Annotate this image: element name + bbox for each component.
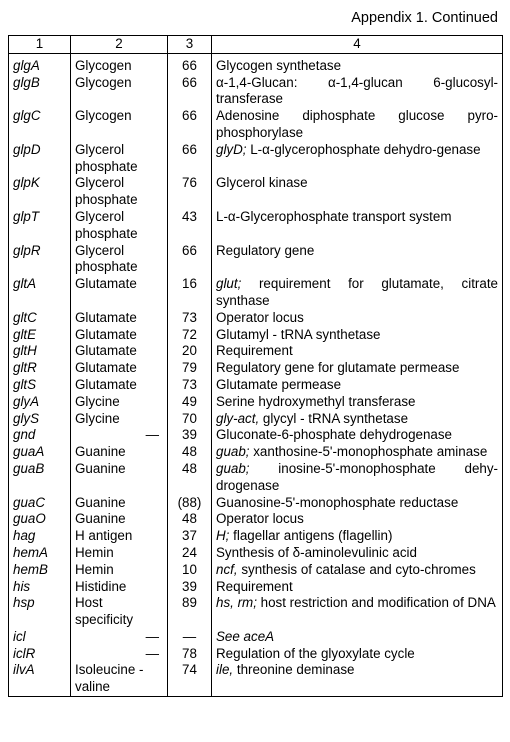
alternate-symbol: glyD; <box>216 141 247 157</box>
gene-symbol: glpT <box>9 209 71 243</box>
gene-table <box>8 35 503 697</box>
gene-source: Glycine <box>71 411 168 428</box>
gene-source: Histidine <box>71 579 168 596</box>
gene-source: Glycerol phosphate <box>71 175 168 209</box>
table-row <box>9 461 503 495</box>
gene-symbol: ilvA <box>9 662 71 696</box>
gene-description <box>212 108 503 142</box>
alternate-symbol: guab; <box>216 444 250 460</box>
table-body <box>9 53 503 696</box>
table-row <box>9 142 503 176</box>
table-row <box>9 646 503 663</box>
description-text: synthesis of catalase and cyto-chromes <box>237 561 476 577</box>
gene-source: Hemin <box>71 562 168 579</box>
table-row <box>9 562 503 579</box>
map-position: 70 <box>168 411 212 428</box>
map-position: 79 <box>168 360 212 377</box>
table-row <box>9 662 503 696</box>
gene-description <box>212 511 503 528</box>
gene-source: Glycine <box>71 394 168 411</box>
gene-description <box>212 662 503 696</box>
table-row <box>9 444 503 461</box>
map-position: 89 <box>168 595 212 629</box>
description-text: requirement for glutamate, citrate synthase <box>216 276 498 308</box>
gene-description <box>212 343 503 360</box>
gene-symbol: hag <box>9 528 71 545</box>
table-row <box>9 343 503 360</box>
description-text: Guanosine-5'-monophosphate reductase <box>216 494 459 510</box>
table-row <box>9 175 503 209</box>
alternate-symbol: ile, <box>216 662 234 678</box>
gene-source: Glycogen <box>71 75 168 109</box>
alternate-symbol: ncf, <box>216 561 238 577</box>
alternate-symbol: glut; <box>216 276 242 292</box>
description-text: Operator locus <box>216 309 304 325</box>
table-row <box>9 495 503 512</box>
alternate-symbol: guab; <box>216 460 250 476</box>
table-row <box>9 209 503 243</box>
gene-source: Hemin <box>71 545 168 562</box>
table-row <box>9 360 503 377</box>
gene-symbol: glgC <box>9 108 71 142</box>
column-header-1: 1 <box>9 36 71 54</box>
gene-source: Glutamate <box>71 377 168 394</box>
description-text: host restriction and modification of DNA <box>256 595 496 611</box>
gene-description <box>212 209 503 243</box>
gene-source: Glutamate <box>71 343 168 360</box>
gene-symbol: glpD <box>9 142 71 176</box>
gene-description <box>212 53 503 74</box>
description-text: Regulatory gene <box>216 242 315 258</box>
map-position: — <box>168 629 212 646</box>
description-text: flagellar antigens (flagellin) <box>229 528 393 544</box>
description-text: Gluconate-6-phosphate dehydrogenase <box>216 427 452 443</box>
gene-source: Glycerol phosphate <box>71 142 168 176</box>
table-row <box>9 595 503 629</box>
description-text: Glutamate permease <box>216 376 342 392</box>
table-row <box>9 108 503 142</box>
gene-description <box>212 360 503 377</box>
gene-symbol: hsp <box>9 595 71 629</box>
map-position: 76 <box>168 175 212 209</box>
description-text: Glutamyl - tRNA synthetase <box>216 326 381 342</box>
table-row <box>9 53 503 74</box>
map-position: 66 <box>168 243 212 277</box>
gene-source: Guanine <box>71 511 168 528</box>
description-text: Requirement <box>216 343 293 359</box>
table-row <box>9 629 503 646</box>
description-text: glycyl - tRNA synthetase <box>259 410 409 426</box>
table-row <box>9 327 503 344</box>
gene-symbol: gltR <box>9 360 71 377</box>
gene-source: Isoleucine - valine <box>71 662 168 696</box>
gene-description <box>212 411 503 428</box>
table-row <box>9 394 503 411</box>
gene-source: Glutamate <box>71 310 168 327</box>
map-position: 66 <box>168 108 212 142</box>
gene-source: H antigen <box>71 528 168 545</box>
gene-symbol: gltS <box>9 377 71 394</box>
gene-description <box>212 377 503 394</box>
gene-description <box>212 579 503 596</box>
gene-symbol: glgB <box>9 75 71 109</box>
gene-source: Glutamate <box>71 327 168 344</box>
gene-symbol: gltE <box>9 327 71 344</box>
description-text: threonine deminase <box>233 662 355 678</box>
description-text: Operator locus <box>216 511 304 527</box>
gene-symbol: gltA <box>9 276 71 310</box>
table-row <box>9 545 503 562</box>
page-caption: Appendix 1. Continued <box>351 10 498 26</box>
alternate-symbol: hs, rm; <box>216 595 257 611</box>
map-position: 66 <box>168 75 212 109</box>
description-text: inosine-5'-monophosphate dehy-drogenase <box>216 460 498 493</box>
gene-symbol: guaO <box>9 511 71 528</box>
map-position: 10 <box>168 562 212 579</box>
map-position: 48 <box>168 511 212 528</box>
description-text: α-1,4-Glucan: α-1,4-glucan 6-glucosyl-transferase <box>216 74 498 107</box>
table-row <box>9 579 503 596</box>
description-text: Serine hydroxymethyl transferase <box>216 393 416 409</box>
map-position: 73 <box>168 377 212 394</box>
gene-symbol: guaA <box>9 444 71 461</box>
gene-source: Guanine <box>71 461 168 495</box>
gene-source: Glutamate <box>71 360 168 377</box>
gene-description <box>212 276 503 310</box>
gene-symbol: gltC <box>9 310 71 327</box>
gene-symbol: guaB <box>9 461 71 495</box>
gene-description <box>212 595 503 629</box>
gene-symbol: icl <box>9 629 71 646</box>
gene-description <box>212 444 503 461</box>
gene-description <box>212 461 503 495</box>
gene-source: — <box>71 646 168 663</box>
gene-description <box>212 629 503 646</box>
map-position: 24 <box>168 545 212 562</box>
table-row <box>9 75 503 109</box>
table-row <box>9 310 503 327</box>
gene-description <box>212 562 503 579</box>
gene-description <box>212 528 503 545</box>
gene-description <box>212 243 503 277</box>
gene-symbol: glyA <box>9 394 71 411</box>
description-text: Synthesis of δ-aminolevulinic acid <box>216 544 417 560</box>
gene-description <box>212 310 503 327</box>
gene-symbol: glpR <box>9 243 71 277</box>
alternate-symbol: See aceA <box>216 628 275 644</box>
gene-symbol: hemA <box>9 545 71 562</box>
map-position: 39 <box>168 579 212 596</box>
table-row <box>9 276 503 310</box>
description-text: Adenosine diphosphate glucose pyro-phosphorylase <box>216 108 498 140</box>
map-position: 66 <box>168 53 212 74</box>
description-text: Regulation of the glyoxylate cycle <box>216 645 415 661</box>
map-position: 73 <box>168 310 212 327</box>
column-header-4: 4 <box>212 36 503 54</box>
gene-symbol: glgA <box>9 53 71 74</box>
gene-symbol: guaC <box>9 495 71 512</box>
map-position: 49 <box>168 394 212 411</box>
gene-symbol: glyS <box>9 411 71 428</box>
map-position: (88) <box>168 495 212 512</box>
gene-symbol: hemB <box>9 562 71 579</box>
column-header-3: 3 <box>168 36 212 54</box>
gene-description <box>212 175 503 209</box>
table-row <box>9 427 503 444</box>
gene-symbol: gnd <box>9 427 71 444</box>
description-text: xanthosine-5'-monophosphate aminase <box>249 444 488 460</box>
table-row <box>9 511 503 528</box>
table-row <box>9 528 503 545</box>
map-position: 37 <box>168 528 212 545</box>
column-header-2: 2 <box>71 36 168 54</box>
gene-description <box>212 495 503 512</box>
map-position: 39 <box>168 427 212 444</box>
alternate-symbol: gly-act, <box>216 410 260 426</box>
gene-source: Glycerol phosphate <box>71 209 168 243</box>
gene-source: Host specificity <box>71 595 168 629</box>
table-row <box>9 377 503 394</box>
description-text: L-α-glycerophosphate dehydro-genase <box>246 141 481 157</box>
description-text: Glycerol kinase <box>216 175 308 191</box>
map-position: 43 <box>168 209 212 243</box>
header-row <box>9 36 503 54</box>
description-text: Glycogen synthetase <box>216 57 342 73</box>
gene-source: Glutamate <box>71 276 168 310</box>
gene-description <box>212 75 503 109</box>
gene-source: Glycogen <box>71 53 168 74</box>
gene-symbol: glpK <box>9 175 71 209</box>
gene-description <box>212 646 503 663</box>
alternate-symbol: H; <box>216 528 230 544</box>
map-position: 16 <box>168 276 212 310</box>
gene-description <box>212 394 503 411</box>
gene-symbol: iclR <box>9 646 71 663</box>
gene-description <box>212 327 503 344</box>
description-text: Requirement <box>216 578 293 594</box>
gene-description <box>212 427 503 444</box>
table-row <box>9 411 503 428</box>
gene-symbol: his <box>9 579 71 596</box>
gene-symbol: gltH <box>9 343 71 360</box>
gene-source: Glycerol phosphate <box>71 243 168 277</box>
map-position: 66 <box>168 142 212 176</box>
gene-source: — <box>71 427 168 444</box>
map-position: 20 <box>168 343 212 360</box>
map-position: 48 <box>168 444 212 461</box>
gene-source: — <box>71 629 168 646</box>
gene-description <box>212 142 503 176</box>
gene-description <box>212 545 503 562</box>
gene-source: Glycogen <box>71 108 168 142</box>
description-text: L-α-Glycerophosphate transport system <box>216 208 452 224</box>
map-position: 74 <box>168 662 212 696</box>
description-text: Regulatory gene for glutamate permease <box>216 360 460 376</box>
table-row <box>9 243 503 277</box>
map-position: 78 <box>168 646 212 663</box>
gene-source: Guanine <box>71 495 168 512</box>
map-position: 72 <box>168 327 212 344</box>
map-position: 48 <box>168 461 212 495</box>
gene-source: Guanine <box>71 444 168 461</box>
